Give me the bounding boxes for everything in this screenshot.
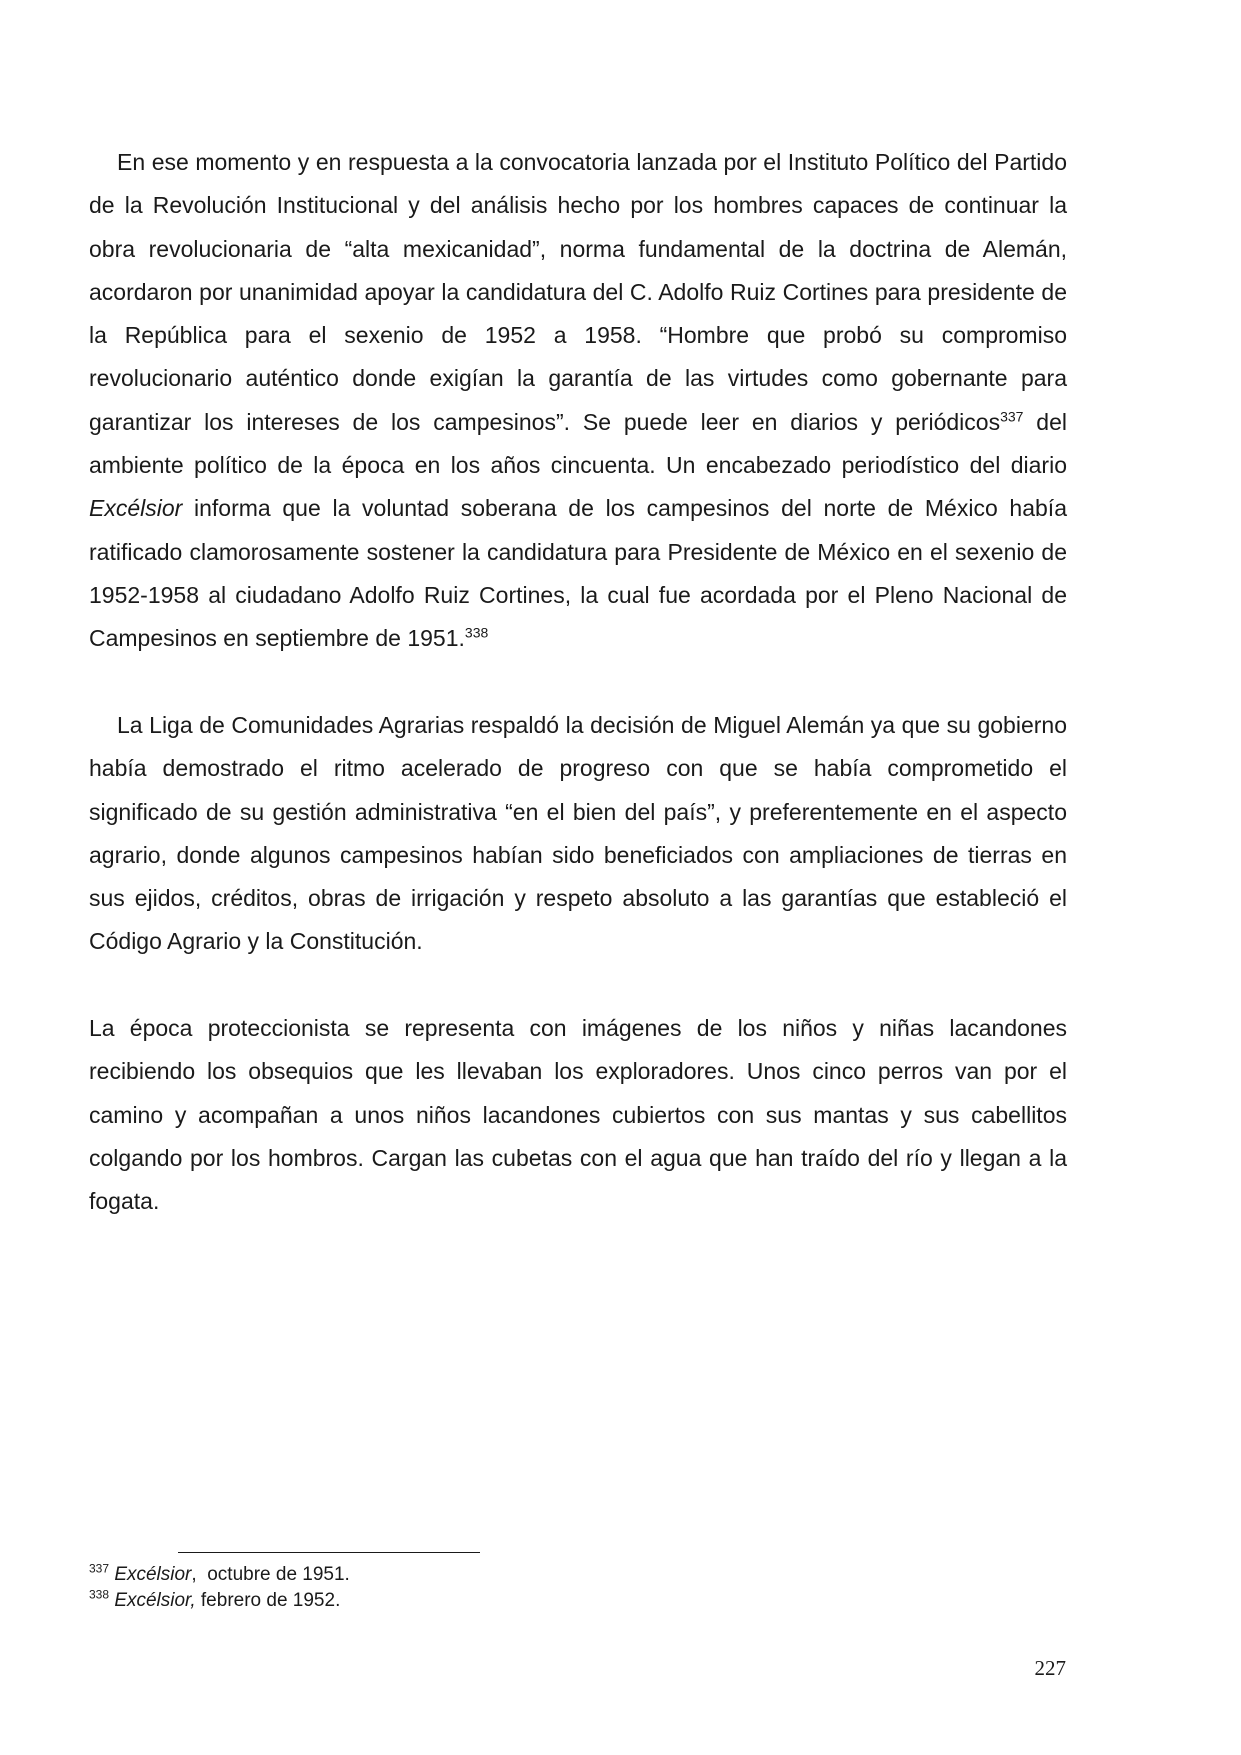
footnotes	[89, 1562, 989, 1614]
footnote-ref-338: 338	[464, 624, 489, 641]
footnote-source: Excélsior,	[114, 1590, 196, 1611]
paragraph-3: La época proteccionista se representa con imágenes de los niños y niñas lacandones recibiendo los obsequios que les llevaban los exploradores. Unos cinco perros van por el camino y acompañan a unos niños lacandones cubiertos con sus mantas y sus cabellitos colgando por los hombros. Cargan las cubetas con el agua que han traído del río y llegan a la fogata.	[89, 1015, 1067, 1215]
footnote-separator	[178, 1552, 480, 1553]
footnote-text: , octubre de 1951.	[191, 1564, 350, 1585]
footnote-ref-337: 337	[1000, 408, 1024, 425]
newspaper-title: Excélsior	[89, 495, 183, 522]
footnote-338	[89, 1588, 989, 1614]
footnote-number: 338	[89, 1587, 110, 1602]
paragraph-1	[89, 141, 1067, 661]
footnote-337	[89, 1562, 989, 1588]
footnote-number: 337	[89, 1561, 110, 1576]
paragraph-1-text-a: En ese momento y en respuesta a la convocatoria lanzada por el Instituto Político del Partido de la Revolución Institucional y del análisis hecho por los hombres capaces de continuar la obra revolucionaria de “alta mexicanidad”, norma fundamental de la doctrina de Alemán, acordaron por unanimidad apoyar la candidatura del C. Adolfo Ruiz Cortines para presidente de la República para el sexenio de 1952 a 1958. “Hombre que probó su compromiso revolucionario auténtico donde exigían la garantía de las virtudes como gobernante para garantizar los intereses de los campesinos”. Se puede leer en diarios y periódicos	[89, 149, 1067, 435]
page-number: 227	[1034, 1656, 1066, 1680]
paragraph-2: La Liga de Comunidades Agrarias respaldó la decisión de Miguel Alemán ya que su gobierno había demostrado el ritmo acelerado de progreso con que se había comprometido el significado de su gestión administrativa “en el bien del país”, y preferentemente en el aspecto agrario, donde algunos campesinos habían sido beneficiados con ampliaciones de tierras en sus ejidos, créditos, obras de irrigación y respeto absoluto a las garantías que estableció el Código Agrario y la Constitución.	[89, 712, 1067, 955]
paragraph-1-text-b: del ambiente político de la época en los años cincuenta. Un encabezado periodístico del diario	[89, 408, 1067, 479]
footnote-source: Excélsior	[114, 1564, 192, 1585]
footnote-text: febrero de 1952.	[195, 1590, 341, 1611]
paragraph-1-text-c: informa que la voluntad soberana de los campesinos del norte de México había ratificado clamorosamente sostener la candidatura para Presidente de México en el sexenio de 1952-1958 al ciudadano Adolfo Ruiz Cortines, la cual fue acordada por el Pleno Nacional de Campesinos en septiembre de 1951.	[89, 495, 1067, 652]
